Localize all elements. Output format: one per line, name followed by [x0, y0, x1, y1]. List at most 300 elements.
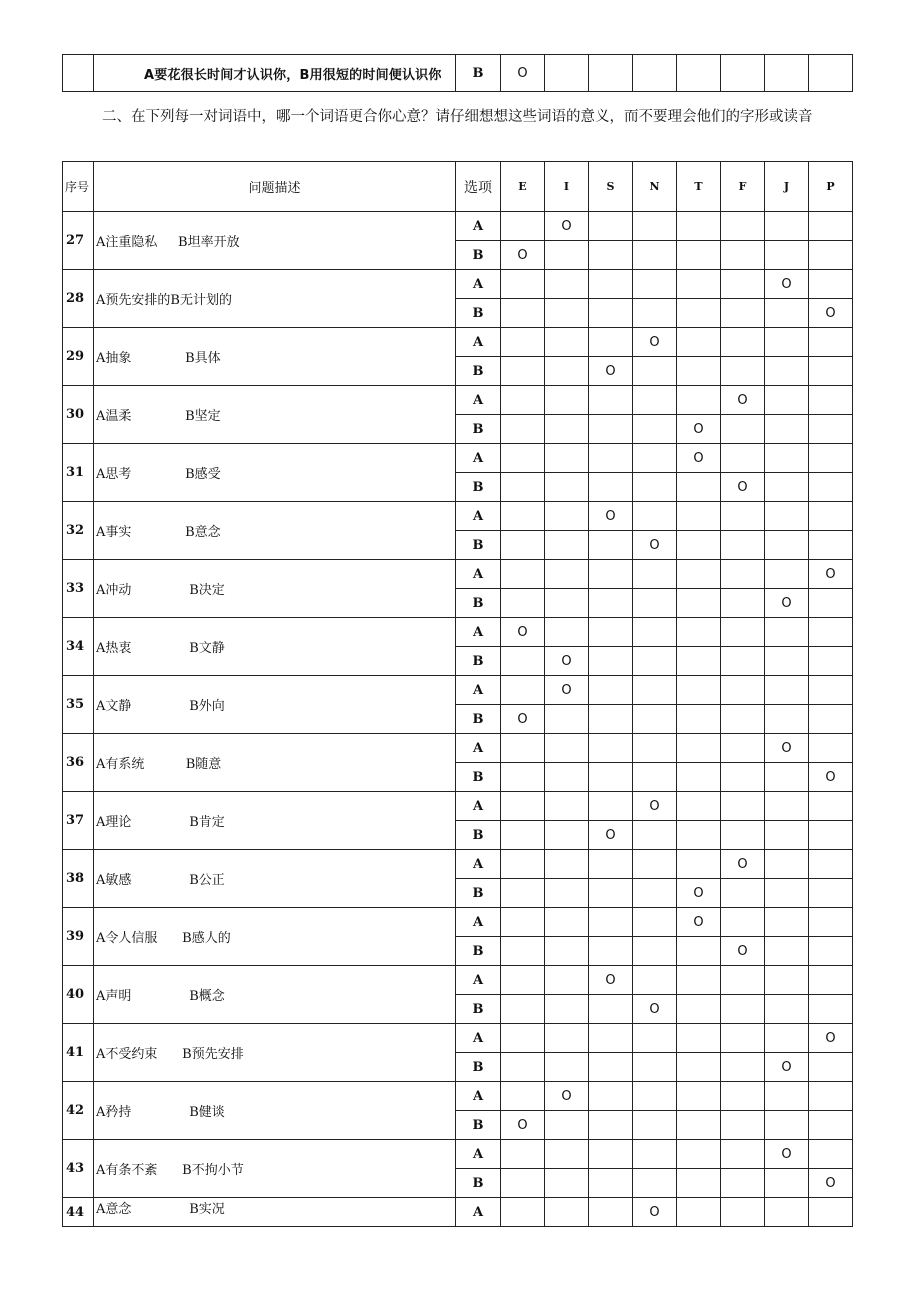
mark-cell: [677, 328, 721, 357]
mark-cell: [765, 1024, 809, 1053]
mark-cell: [765, 763, 809, 792]
question-description: A热衷 B文静: [94, 618, 456, 676]
answer-mark: O: [809, 1024, 853, 1053]
answer-mark: O: [501, 1111, 545, 1140]
mark-cell: [633, 1111, 677, 1140]
mark-cell: [501, 502, 545, 531]
mark-cell: [721, 1140, 765, 1169]
question-number: 36: [63, 734, 94, 792]
mark-cell: [633, 618, 677, 647]
question-description: A文静 B外向: [94, 676, 456, 734]
mark-cell: [677, 995, 721, 1024]
mark-cell: [545, 473, 589, 502]
mark-cell: [589, 1082, 633, 1111]
table-row: [63, 560, 853, 589]
question-description: A声明 B概念: [94, 966, 456, 1024]
mark-cell: [545, 328, 589, 357]
mark-cell: [721, 415, 765, 444]
mark-cell: [677, 212, 721, 241]
table-row: [63, 386, 853, 415]
mark-cell: [765, 792, 809, 821]
mark-cell: [809, 966, 853, 995]
mark-cell: [633, 821, 677, 850]
mark-cell: [809, 821, 853, 850]
option-label: B: [456, 879, 501, 908]
option-label: A: [456, 212, 501, 241]
mark-cell: [545, 850, 589, 879]
mark-cell: [545, 560, 589, 589]
mark-cell: [501, 270, 545, 299]
mark-cell: [677, 1111, 721, 1140]
mark-cell: [589, 299, 633, 328]
mark-cell: [501, 937, 545, 966]
answer-mark: O: [633, 1198, 677, 1227]
mark-cell: [589, 1140, 633, 1169]
mark-cell: [589, 879, 633, 908]
mark-cell: [809, 589, 853, 618]
mark-cell: [765, 676, 809, 705]
mark-cell: [633, 937, 677, 966]
mark-cell: [545, 502, 589, 531]
mark-cell: [501, 560, 545, 589]
option-label: B: [456, 705, 501, 734]
mark-cell: [633, 1053, 677, 1082]
mark-cell: [677, 55, 721, 92]
option-label: A: [456, 966, 501, 995]
mark-cell: [721, 1111, 765, 1140]
table-row: [63, 734, 853, 763]
mark-cell: [545, 386, 589, 415]
mark-cell: [501, 850, 545, 879]
answer-mark: O: [677, 444, 721, 473]
table-row: [63, 850, 853, 879]
mark-cell: [677, 792, 721, 821]
mark-cell: [545, 1024, 589, 1053]
mark-cell: [501, 1140, 545, 1169]
mark-cell: [721, 995, 765, 1024]
mark-cell: [545, 792, 589, 821]
mark-cell: [633, 763, 677, 792]
table-row: [63, 618, 853, 647]
mark-cell: [545, 763, 589, 792]
mark-cell: [589, 734, 633, 763]
option-label: B: [456, 1111, 501, 1140]
mark-cell: [589, 792, 633, 821]
answer-mark: O: [721, 386, 765, 415]
mark-cell: [589, 560, 633, 589]
mark-cell: [721, 531, 765, 560]
mark-cell: [721, 763, 765, 792]
mark-cell: [501, 1053, 545, 1082]
mark-cell: [501, 328, 545, 357]
header-option: 选项: [456, 162, 501, 212]
mark-cell: [545, 937, 589, 966]
option-label: B: [456, 995, 501, 1024]
mark-cell: [633, 386, 677, 415]
answer-mark: O: [677, 415, 721, 444]
mark-cell: [589, 1024, 633, 1053]
mark-cell: [589, 995, 633, 1024]
option-label: A: [456, 908, 501, 937]
mark-cell: [677, 531, 721, 560]
option-label: B: [456, 357, 501, 386]
mark-cell: [633, 734, 677, 763]
mark-cell: [809, 473, 853, 502]
mark-cell: [721, 879, 765, 908]
option-label: B: [456, 55, 501, 92]
header-dim-t: T: [677, 162, 721, 212]
answer-mark: O: [589, 966, 633, 995]
question-description: A不受约束 B预先安排: [94, 1024, 456, 1082]
mark-cell: [721, 55, 765, 92]
mark-cell: [677, 647, 721, 676]
mark-cell: [809, 55, 853, 92]
question-description: A敏感 B公正: [94, 850, 456, 908]
table-row: [63, 1024, 853, 1053]
answer-mark: O: [589, 357, 633, 386]
mark-cell: [633, 850, 677, 879]
mark-cell: [721, 299, 765, 328]
mark-cell: [501, 995, 545, 1024]
option-label: A: [456, 734, 501, 763]
header-dim-n: N: [633, 162, 677, 212]
mark-cell: [589, 212, 633, 241]
mark-cell: [765, 473, 809, 502]
question-table: [62, 161, 853, 1227]
mark-cell: [589, 618, 633, 647]
mark-cell: [545, 734, 589, 763]
mark-cell: [633, 908, 677, 937]
mark-cell: [765, 705, 809, 734]
mark-cell: [721, 676, 765, 705]
mark-cell: [765, 502, 809, 531]
answer-mark: O: [765, 270, 809, 299]
table-header: [63, 162, 853, 212]
mark-cell: [809, 1082, 853, 1111]
mark-cell: [721, 821, 765, 850]
table-row: [63, 792, 853, 821]
mark-cell: [721, 1169, 765, 1198]
mark-cell: [677, 1140, 721, 1169]
mark-cell: [501, 212, 545, 241]
answer-mark: O: [501, 55, 545, 92]
table-row: [63, 270, 853, 299]
mark-cell: [545, 879, 589, 908]
mark-cell: [633, 502, 677, 531]
question-description: A令人信服 B感人的: [94, 908, 456, 966]
mark-cell: [589, 676, 633, 705]
mark-cell: [545, 444, 589, 473]
mark-cell: [721, 734, 765, 763]
mark-cell: [633, 589, 677, 618]
question-number: 38: [63, 850, 94, 908]
mark-cell: [809, 386, 853, 415]
mark-cell: [677, 1024, 721, 1053]
question-description: A冲动 B决定: [94, 560, 456, 618]
mark-cell: [633, 1169, 677, 1198]
mark-cell: [809, 1198, 853, 1227]
option-label: A: [456, 1198, 501, 1227]
answer-mark: O: [501, 705, 545, 734]
mark-cell: [501, 444, 545, 473]
option-label: A: [456, 1140, 501, 1169]
mark-cell: [633, 705, 677, 734]
mark-cell: [765, 212, 809, 241]
mark-cell: [809, 531, 853, 560]
mark-cell: [545, 415, 589, 444]
answer-mark: O: [545, 1082, 589, 1111]
question-number: 44: [63, 1198, 94, 1227]
answer-mark: O: [765, 589, 809, 618]
answer-mark: O: [677, 908, 721, 937]
answer-mark: O: [589, 502, 633, 531]
question-number: 37: [63, 792, 94, 850]
option-label: B: [456, 821, 501, 850]
mark-cell: [633, 299, 677, 328]
answer-mark: O: [765, 734, 809, 763]
question-description: A预先安排的B无计划的: [94, 270, 456, 328]
option-label: B: [456, 531, 501, 560]
mark-cell: [633, 560, 677, 589]
mark-cell: [809, 705, 853, 734]
mark-cell: [765, 1169, 809, 1198]
mark-cell: [545, 1111, 589, 1140]
mark-cell: [677, 1169, 721, 1198]
mark-cell: [633, 212, 677, 241]
mark-cell: [721, 357, 765, 386]
mark-cell: [633, 879, 677, 908]
mark-cell: [501, 676, 545, 705]
mark-cell: [545, 270, 589, 299]
mark-cell: [501, 357, 545, 386]
mark-cell: [677, 357, 721, 386]
mark-cell: [633, 647, 677, 676]
mark-cell: [721, 444, 765, 473]
question-number: 31: [63, 444, 94, 502]
mark-cell: [809, 676, 853, 705]
mark-cell: [765, 850, 809, 879]
mark-cell: [809, 618, 853, 647]
mark-cell: [589, 850, 633, 879]
question-number: 28: [63, 270, 94, 328]
mark-cell: [721, 966, 765, 995]
answer-mark: O: [721, 473, 765, 502]
mark-cell: [545, 705, 589, 734]
answer-mark: O: [501, 241, 545, 270]
question-description: A事实 B意念: [94, 502, 456, 560]
mark-cell: [633, 241, 677, 270]
option-label: A: [456, 1024, 501, 1053]
option-label: A: [456, 328, 501, 357]
answer-mark: O: [633, 531, 677, 560]
answer-mark: O: [501, 618, 545, 647]
mark-cell: [545, 241, 589, 270]
mark-cell: [721, 502, 765, 531]
mark-cell: [589, 270, 633, 299]
mark-cell: [765, 908, 809, 937]
mark-cell: [677, 850, 721, 879]
mark-cell: [677, 1082, 721, 1111]
option-label: B: [456, 1169, 501, 1198]
mark-cell: [589, 937, 633, 966]
mark-cell: [677, 270, 721, 299]
mark-cell: [589, 1169, 633, 1198]
question-number: 42: [63, 1082, 94, 1140]
mark-cell: [765, 55, 809, 92]
mark-cell: [677, 589, 721, 618]
mark-cell: [501, 821, 545, 850]
answer-mark: O: [545, 647, 589, 676]
mark-cell: [809, 908, 853, 937]
answer-mark: O: [809, 763, 853, 792]
previous-question-table: [62, 54, 853, 92]
mark-cell: [677, 241, 721, 270]
question-description: A意念 B实况: [94, 1198, 456, 1227]
mark-cell: [765, 357, 809, 386]
question-number: 43: [63, 1140, 94, 1198]
mark-cell: [633, 357, 677, 386]
mark-cell: [633, 55, 677, 92]
mark-cell: [721, 792, 765, 821]
mark-cell: [809, 1111, 853, 1140]
mark-cell: [765, 879, 809, 908]
mark-cell: [501, 734, 545, 763]
question-number: 27: [63, 212, 94, 270]
table-row: [63, 1140, 853, 1169]
mark-cell: [545, 1053, 589, 1082]
mark-cell: [677, 560, 721, 589]
question-description: A理论 B肯定: [94, 792, 456, 850]
option-label: A: [456, 444, 501, 473]
option-label: A: [456, 792, 501, 821]
answer-mark: O: [721, 850, 765, 879]
table-row: [63, 1198, 853, 1227]
mark-cell: [721, 589, 765, 618]
mark-cell: [765, 1198, 809, 1227]
mark-cell: [501, 1169, 545, 1198]
mark-cell: [501, 299, 545, 328]
mark-cell: [765, 299, 809, 328]
answer-mark: O: [765, 1140, 809, 1169]
question-description: A有条不紊 B不拘小节: [94, 1140, 456, 1198]
mark-cell: [633, 676, 677, 705]
header-description: 问题描述: [94, 162, 456, 212]
answer-mark: O: [545, 676, 589, 705]
header-dim-f: F: [721, 162, 765, 212]
mark-cell: [721, 270, 765, 299]
mark-cell: [545, 966, 589, 995]
mark-cell: [677, 1053, 721, 1082]
option-label: B: [456, 763, 501, 792]
table-row: [63, 328, 853, 357]
mark-cell: [677, 937, 721, 966]
mark-cell: [677, 386, 721, 415]
mark-cell: [765, 618, 809, 647]
mark-cell: [545, 531, 589, 560]
mark-cell: [765, 328, 809, 357]
mark-cell: [809, 241, 853, 270]
mark-cell: [633, 415, 677, 444]
option-label: A: [456, 502, 501, 531]
table-row: [63, 908, 853, 937]
answer-mark: O: [589, 821, 633, 850]
mark-cell: [589, 241, 633, 270]
mark-cell: [589, 473, 633, 502]
mark-cell: [809, 1053, 853, 1082]
mark-cell: [721, 1053, 765, 1082]
option-label: B: [456, 1053, 501, 1082]
option-label: A: [456, 676, 501, 705]
mark-cell: [721, 908, 765, 937]
mark-cell: [765, 444, 809, 473]
question-number: 30: [63, 386, 94, 444]
mark-cell: [765, 560, 809, 589]
mark-cell: [677, 763, 721, 792]
mark-cell: [677, 676, 721, 705]
answer-mark: O: [677, 879, 721, 908]
mark-cell: [589, 444, 633, 473]
mark-cell: [545, 299, 589, 328]
mark-cell: [589, 1111, 633, 1140]
section-title: 二、在下列每一对词语中，哪一个词语更合你心意？请仔细想想这些词语的意义，而不要理会他们的字形或读音: [102, 109, 813, 125]
mark-cell: [501, 879, 545, 908]
mark-cell: [501, 415, 545, 444]
question-number: 34: [63, 618, 94, 676]
mark-cell: [677, 299, 721, 328]
mark-cell: [721, 241, 765, 270]
mark-cell: [809, 995, 853, 1024]
mark-cell: [809, 647, 853, 676]
answer-mark: O: [545, 212, 589, 241]
mark-cell: [545, 908, 589, 937]
mark-cell: [765, 647, 809, 676]
mark-cell: [677, 1198, 721, 1227]
table-row: [63, 444, 853, 473]
mark-cell: [545, 821, 589, 850]
mark-cell: [721, 1024, 765, 1053]
mark-cell: [809, 1140, 853, 1169]
mark-cell: [545, 995, 589, 1024]
mark-cell: [765, 995, 809, 1024]
mark-cell: [545, 1140, 589, 1169]
mark-cell: [589, 705, 633, 734]
mark-cell: [589, 1053, 633, 1082]
question-number: 40: [63, 966, 94, 1024]
header-dim-e: E: [501, 162, 545, 212]
mark-cell: [721, 212, 765, 241]
mark-cell: [589, 531, 633, 560]
mark-cell: [633, 270, 677, 299]
header-dim-j: J: [765, 162, 809, 212]
mark-cell: [501, 647, 545, 676]
mark-cell: [589, 55, 633, 92]
header-dim-p: P: [809, 162, 853, 212]
table-row: [63, 502, 853, 531]
mark-cell: [589, 763, 633, 792]
mark-cell: [677, 502, 721, 531]
mark-cell: [809, 792, 853, 821]
mark-cell: [677, 966, 721, 995]
table-row: [63, 212, 853, 241]
mark-cell: [501, 1198, 545, 1227]
header-seq: 序号: [63, 162, 94, 212]
question-description: A注重隐私 B坦率开放: [94, 212, 456, 270]
mark-cell: [809, 415, 853, 444]
mark-cell: [633, 966, 677, 995]
mark-cell: [809, 444, 853, 473]
question-description: A思考 B感受: [94, 444, 456, 502]
mark-cell: [589, 328, 633, 357]
